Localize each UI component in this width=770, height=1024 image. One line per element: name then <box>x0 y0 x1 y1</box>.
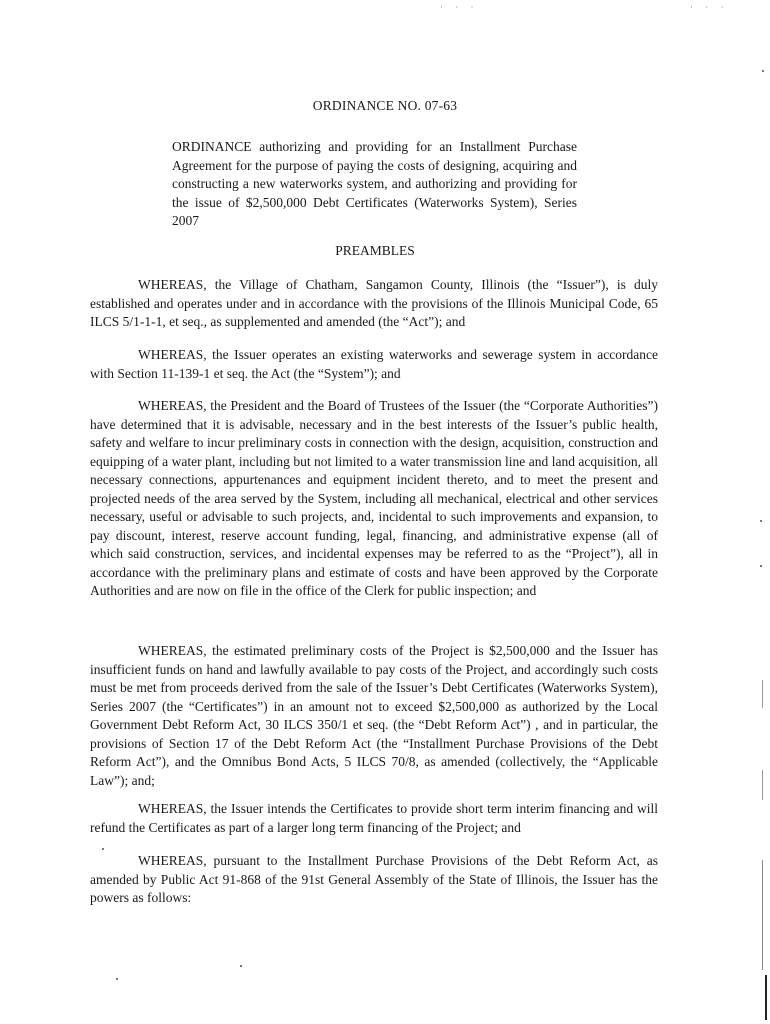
preambles-heading: PREAMBLES <box>335 243 415 258</box>
scan-speckle <box>760 520 762 522</box>
whereas-paragraph-5: WHEREAS, the Issuer intends the Certificates to provide short term interim financing and will refund the Certificates as part of a larger long term financing of the Project; and <box>90 801 658 835</box>
scan-speckle <box>762 70 764 72</box>
scan-edge-mark <box>762 680 763 708</box>
scan-speckle: · · · <box>690 2 729 12</box>
scan-speckle <box>116 978 118 980</box>
whereas-paragraph-1: WHEREAS, the Village of Chatham, Sangamon County, Illinois (the “Issuer”), is duly established and operates under and in accordance with the provisions of the Illinois Municipal Code, 65 ILCS 5/1-1-1, et seq., as supplemented and amended (the “Act”); and <box>90 277 658 329</box>
whereas-paragraph-4: WHEREAS, the estimated preliminary costs of the Project is $2,500,000 and the Issuer has insufficient funds on hand and lawfully available to pay costs of the Project, and accordingly such costs must be met from proceeds derived from the sale of the Issuer’s Debt Certificates (Waterworks System), Series 2007 (the “Certificates”) in an amount not to exceed $2,500,000 as authorized by the Local Government Debt Reform Act, 30 ILCS 350/1 et seq. (the “Debt Reform Act”) , and in particular, the provisions of Section 17 of the Debt Reform Act (the “Installment Purchase Provisions of the Debt Reform Act”), and the Omnibus Bond Acts, 5 ILCS 70/8, as amended (collectively, the “Applicable Law”); and; <box>90 643 658 788</box>
scan-speckle: · · · <box>440 2 479 12</box>
whereas-paragraph-6: WHEREAS, pursuant to the Installment Purchase Provisions of the Debt Reform Act, as amended by Public Act 91-868 of the 91st General Assembly of the State of Illinois, the Issuer has the powers as follows: <box>90 853 658 905</box>
whereas-paragraph-2: WHEREAS, the Issuer operates an existing waterworks and sewerage system in accordance with Section 11-139-1 et seq. the Act (the “System”); and <box>90 347 658 381</box>
scan-speckle <box>102 848 104 850</box>
whereas-paragraph-3: WHEREAS, the President and the Board of Trustees of the Issuer (the “Corporate Authorities”) have determined that it is advisable, necessary and in the best interests of the Issuer’s public health, safety and welfare to incur preliminary costs in connection with the design, acquisition, construction and equipping of a water plant, including but not limited to a water transmission line and land acquisition, all necessary connections, appurtenances and equipment incident thereto, and to meet the present and projected needs of the area served by the System, including all mechanical, electrical and other services necessary, useful or advisable to such projects, and, incidental to such improvements and expansion, to pay discount, interest, reserve account funding, legal, financing, and administrative expense (all of which said construction, services, and incidental expenses may be referred to as the “Project”), all in accordance with the preliminary plans and estimate of costs and have been approved by the Corporate Authorities and are now on file in the office of the Clerk for public inspection; and <box>90 398 658 598</box>
scan-edge-mark <box>762 860 763 970</box>
scan-speckle <box>760 565 762 567</box>
scan-speckle <box>240 965 242 967</box>
scan-edge-mark <box>765 975 767 1020</box>
ordinance-title: ORDINANCE NO. 07-63 <box>312 98 458 113</box>
scan-edge-mark <box>762 770 763 800</box>
ordinance-subject: ORDINANCE authorizing and providing for an Installment Purchase Agreement for the purpose of paying the costs of designing, acquiring and constructing a new waterworks system, and authorizing and providing for the issue of $2,500,000 Debt Certificates (Waterworks System), Series 2007 <box>172 139 577 228</box>
